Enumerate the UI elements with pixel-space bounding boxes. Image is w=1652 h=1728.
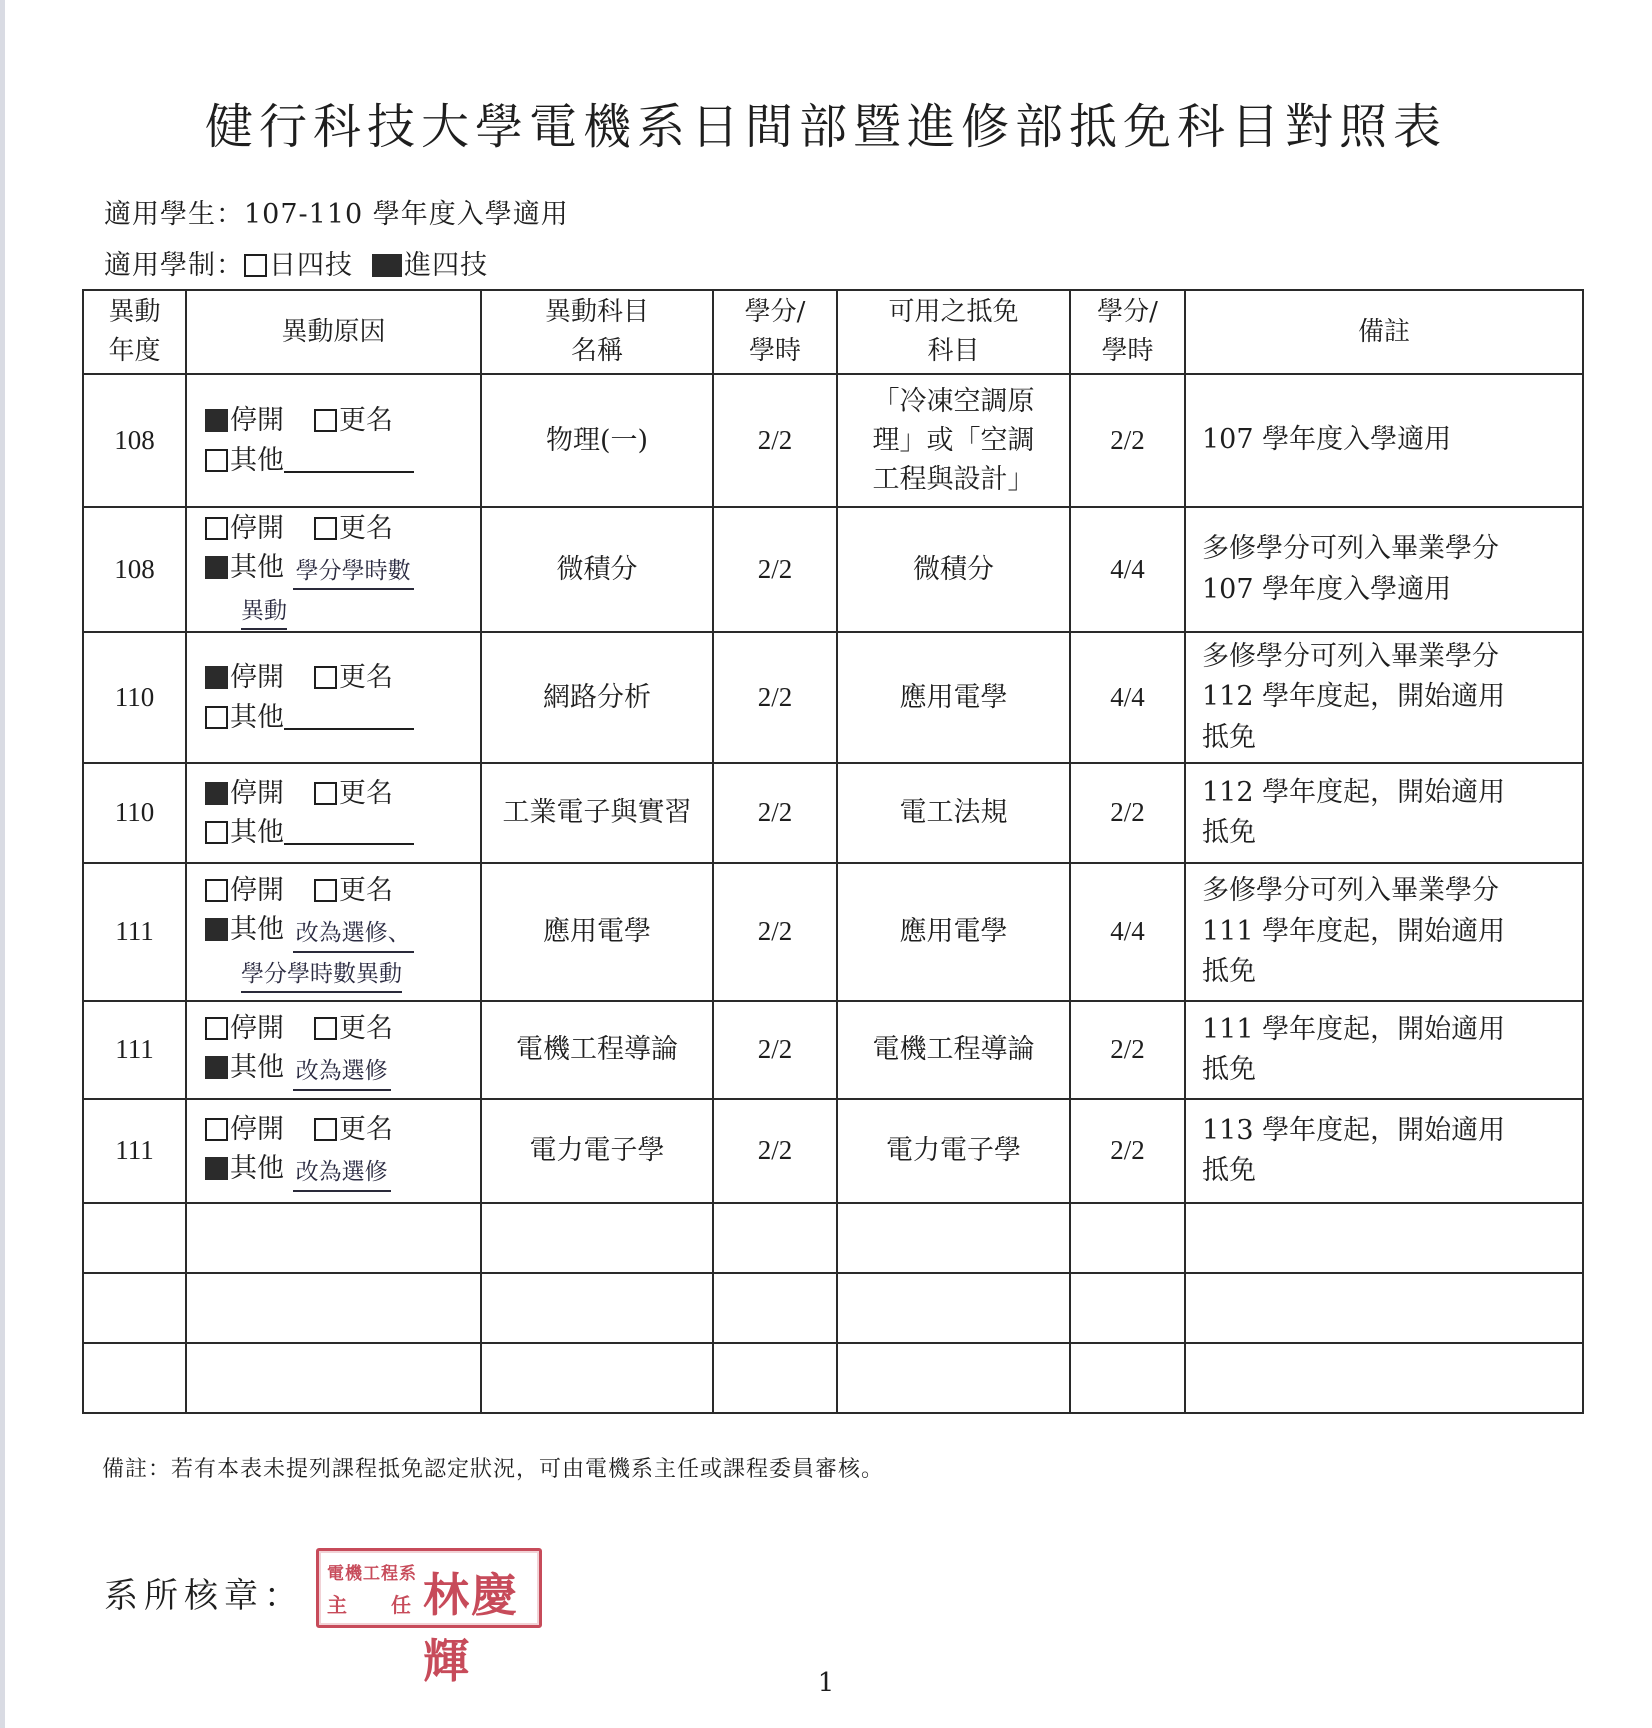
- checkbox-renamed[interactable]: [314, 1017, 337, 1040]
- cell-year: 111: [83, 1099, 186, 1203]
- checkbox-other[interactable]: [205, 556, 228, 579]
- cell-credits: 2/2: [713, 763, 837, 863]
- applicable-students-label: 適用學生：: [104, 199, 244, 230]
- checkbox-closed[interactable]: [205, 517, 228, 540]
- checkbox-renamed[interactable]: [314, 782, 337, 805]
- cell-course: 網路分析: [481, 632, 713, 763]
- page-title: 健行科技大學電機系日間部暨進修部抵免科目對照表: [204, 99, 1447, 155]
- other-note-blank: [284, 728, 414, 730]
- table-row: [83, 374, 1583, 507]
- cell-year: 111: [83, 863, 186, 1001]
- cell-credits: 2/2: [713, 374, 837, 507]
- stamp-label: 系所核章：: [104, 1576, 304, 1616]
- empty-row: [83, 1203, 1583, 1273]
- checkbox-closed[interactable]: [205, 1017, 228, 1040]
- table-header-row: [83, 290, 1583, 374]
- cell-substitute: 電力電子學: [837, 1099, 1070, 1203]
- cell-year: 111: [83, 1001, 186, 1099]
- table-row: [83, 507, 1583, 632]
- cell-sub-credits: 4/4: [1070, 632, 1185, 763]
- other-note-cont: 學分學時數異動: [241, 958, 402, 993]
- checkbox-other[interactable]: [205, 821, 228, 844]
- cell-course: 微積分: [481, 507, 713, 632]
- cell-course: 電力電子學: [481, 1099, 713, 1203]
- cell-year: 110: [83, 763, 186, 863]
- table-row: [83, 1099, 1583, 1203]
- scan-edge: [0, 0, 5, 1728]
- cell-sub-credits: 2/2: [1070, 1099, 1185, 1203]
- cell-credits: 2/2: [713, 863, 837, 1001]
- applicable-students-value: 107-110 學年度入學適用: [244, 199, 569, 230]
- empty-row: [83, 1343, 1583, 1413]
- checkbox-renamed[interactable]: [314, 879, 337, 902]
- system-checkbox-day[interactable]: [244, 254, 267, 277]
- other-note: 改為選修、: [293, 917, 414, 952]
- cell-substitute: 電機工程導論: [837, 1001, 1070, 1099]
- other-note: 改為選修: [293, 1055, 391, 1090]
- other-note-cont: 異動: [241, 595, 287, 630]
- cell-credits: 2/2: [713, 507, 837, 632]
- cell-reason: 停開 更名 其他 改為選修、 學分學時數異動: [186, 863, 481, 1001]
- cell-reason: 停開 更名 其他 學分學時數 異動: [186, 507, 481, 632]
- cell-substitute: 應用電學: [837, 863, 1070, 1001]
- checkbox-closed[interactable]: [205, 782, 228, 805]
- checkbox-other[interactable]: [205, 449, 228, 472]
- applicable-system: [104, 243, 488, 282]
- cell-remark: 111 學年度起，開始適用 抵免: [1185, 1001, 1583, 1099]
- cell-course: 應用電學: [481, 863, 713, 1001]
- checkbox-other[interactable]: [205, 1157, 228, 1180]
- other-note-blank: [284, 471, 414, 473]
- seal-name: 林慶輝: [423, 1568, 519, 1688]
- footnote: 備註：若有本表未提列課程抵免認定狀況，可由電機系主任或課程委員審核。: [102, 1457, 885, 1482]
- header-year: 異動 年度: [83, 290, 186, 374]
- header-substitute: 可用之抵免 科目: [837, 290, 1070, 374]
- other-note: 改為選修: [293, 1156, 391, 1191]
- other-note-blank: [284, 843, 414, 845]
- cell-remark: 多修學分可列入畢業學分 111 學年度起，開始適用 抵免: [1185, 863, 1583, 1001]
- checkbox-other[interactable]: [205, 918, 228, 941]
- checkbox-renamed[interactable]: [314, 409, 337, 432]
- applicable-system-label: 適用學制：: [104, 250, 244, 281]
- cell-reason: 停開 更名 其他: [186, 374, 481, 507]
- cell-credits: 2/2: [713, 1001, 837, 1099]
- cell-year: 110: [83, 632, 186, 763]
- table-row: [83, 632, 1583, 763]
- exemption-table: [82, 289, 1584, 1414]
- cell-course: 工業電子與實習: [481, 763, 713, 863]
- header-credits: 學分/ 學時: [713, 290, 837, 374]
- header-sub-credits: 學分/ 學時: [1070, 290, 1185, 374]
- checkbox-other[interactable]: [205, 706, 228, 729]
- seal-role: 主任: [327, 1593, 455, 1617]
- cell-substitute: 微積分: [837, 507, 1070, 632]
- cell-substitute: 應用電學: [837, 632, 1070, 763]
- cell-substitute: 電工法規: [837, 763, 1070, 863]
- cell-sub-credits: 2/2: [1070, 374, 1185, 507]
- checkbox-other[interactable]: [205, 1056, 228, 1079]
- header-remark: 備註: [1185, 290, 1583, 374]
- cell-remark: 多修學分可列入畢業學分 112 學年度起，開始適用 抵免: [1185, 632, 1583, 763]
- cell-year: 108: [83, 374, 186, 507]
- cell-reason: 停開 更名 其他: [186, 763, 481, 863]
- other-note: 學分學時數: [293, 555, 414, 590]
- cell-reason: 停開 更名 其他: [186, 632, 481, 763]
- cell-sub-credits: 4/4: [1070, 507, 1185, 632]
- cell-remark: 112 學年度起，開始適用 抵免: [1185, 763, 1583, 863]
- cell-reason: 停開 更名 其他 改為選修: [186, 1099, 481, 1203]
- checkbox-renamed[interactable]: [314, 517, 337, 540]
- table-row: [83, 863, 1583, 1001]
- empty-row: [83, 1273, 1583, 1343]
- applicable-students: [104, 192, 569, 231]
- cell-remark: 多修學分可列入畢業學分 107 學年度入學適用: [1185, 507, 1583, 632]
- cell-course: 物理(一): [481, 374, 713, 507]
- table-row: [83, 1001, 1583, 1099]
- cell-year: 108: [83, 507, 186, 632]
- cell-substitute: 「冷凍空調原 理」或「空調 工程與設計」: [837, 374, 1070, 507]
- system-option-evening: 進四技: [404, 250, 489, 281]
- cell-course: 電機工程導論: [481, 1001, 713, 1099]
- cell-sub-credits: 4/4: [1070, 863, 1185, 1001]
- checkbox-closed[interactable]: [205, 409, 228, 432]
- checkbox-closed[interactable]: [205, 666, 228, 689]
- cell-remark: 113 學年度起，開始適用 抵免: [1185, 1099, 1583, 1203]
- cell-reason: 停開 更名 其他 改為選修: [186, 1001, 481, 1099]
- header-reason: 異動原因: [186, 290, 481, 374]
- cell-remark: 107 學年度入學適用: [1185, 374, 1583, 507]
- checkbox-closed[interactable]: [205, 1118, 228, 1141]
- system-checkbox-evening[interactable]: [372, 254, 402, 277]
- seal-dept: 電機工程系: [327, 1564, 417, 1584]
- header-course: 異動科目 名稱: [481, 290, 713, 374]
- cell-sub-credits: 2/2: [1070, 1001, 1185, 1099]
- checkbox-closed[interactable]: [205, 879, 228, 902]
- cell-sub-credits: 2/2: [1070, 763, 1185, 863]
- page-number: 1: [817, 1668, 835, 1698]
- department-seal: [316, 1548, 542, 1688]
- system-option-day: 日四技: [269, 250, 353, 281]
- table-row: [83, 763, 1583, 863]
- cell-credits: 2/2: [713, 1099, 837, 1203]
- checkbox-renamed[interactable]: [314, 1118, 337, 1141]
- checkbox-renamed[interactable]: [314, 666, 337, 689]
- cell-credits: 2/2: [713, 632, 837, 763]
